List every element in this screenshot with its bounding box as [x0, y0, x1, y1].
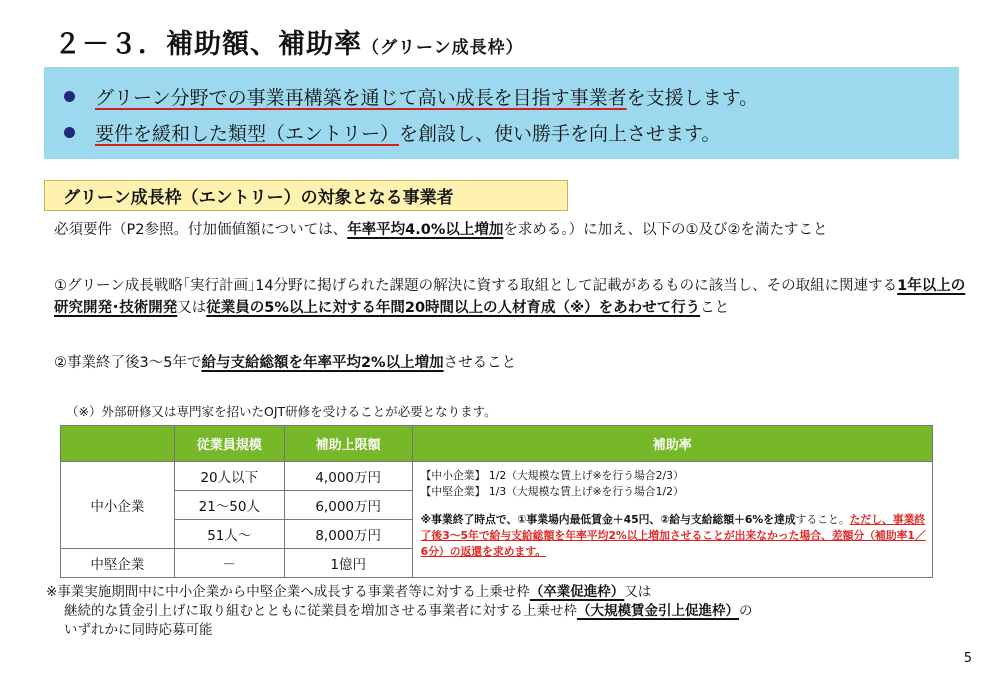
rate-condition-text: すること。	[795, 513, 850, 526]
summary-bullet	[64, 114, 959, 150]
footnote-text: の	[739, 603, 753, 619]
requirement-2-bold: 給与支給総額を年率平均2%以上増加	[201, 355, 444, 371]
requirement-intro-text: を求める。）に加え、以下の①及び②を満たすこと	[503, 222, 828, 238]
requirement-1-text: ①グリーン成長戦略｢実行計画｣14分野に掲げられた課題の解決に資する取組として記載があるものに該当し、その取組に関連する	[54, 278, 898, 294]
page-title-sub: （グリーン成長枠）	[362, 38, 524, 58]
footnote-bold: （大規模賃金引上促進枠）	[577, 603, 739, 619]
bullet-dot-icon	[64, 91, 75, 102]
requirement-2	[54, 352, 969, 374]
summary-bullet	[64, 78, 959, 114]
requirement-intro	[54, 219, 969, 241]
cap-cell: 1億円	[284, 549, 412, 578]
footnote-line	[46, 602, 753, 621]
size-cell: 51人～	[174, 520, 284, 549]
table-row	[61, 462, 933, 491]
table-header-cell: 従業員規模	[174, 426, 284, 462]
summary-bullet-text: を創設し、使い勝手を向上させます。	[399, 122, 721, 145]
rate-cell	[412, 462, 932, 578]
bullet-dot-icon	[64, 127, 75, 138]
footnote	[46, 583, 753, 640]
rate-condition-bold: ※事業終了時点で、①事業場内最低賃金＋45円、②給与支給総額＋6%を達成	[420, 513, 796, 526]
training-note: （※）外部研修又は専門家を招いたOJT研修を受けることが必要となります。	[66, 404, 497, 419]
page-title	[54, 22, 524, 61]
section-label: グリーン成長枠（エントリー）の対象となる事業者	[44, 180, 568, 211]
table-header-row	[61, 426, 933, 462]
summary-bullet-text: を支援します。	[626, 86, 759, 109]
footnote-bold: （卒業促進枠）	[529, 584, 625, 600]
footnote-text: 又は	[624, 584, 652, 600]
requirement-intro-text: 必須要件（P2参照。付加価値額については、	[54, 222, 348, 238]
requirement-1-text: 又は	[177, 300, 207, 316]
rate-condition-warning: ただし、事業終了後3～5年で給与支給総額を年率平均2%以上増加させることが出来なかった場合、差額分（補助率1／6分）の返還を求めます。	[420, 513, 926, 558]
page-title-main: ２－３．補助額、補助率	[54, 29, 362, 60]
requirement-2-text: させること	[443, 355, 517, 371]
footnote-text: 継続的な賃金引上げに取り組むとともに従業員を増加させる事業者に対する上乗せ枠	[64, 603, 577, 619]
summary-box	[44, 67, 959, 159]
cap-cell: 6,000万円	[284, 491, 412, 520]
rate-mid: 【中堅企業】 1/3（大規模な賃上げ※を行う場合1/2）	[420, 485, 684, 498]
sme-label-cell: 中小企業	[61, 462, 175, 549]
requirement-intro-bold: 年率平均4.0%以上増加	[347, 222, 504, 238]
footnote-text: ※事業実施期間中に中小企業から中堅企業へ成長する事業者等に対する上乗せ枠	[46, 584, 530, 600]
table-header-cell: 補助上限額	[284, 426, 412, 462]
cap-cell: 4,000万円	[284, 462, 412, 491]
subsidy-table	[60, 425, 933, 578]
requirement-1-text: こと	[700, 300, 730, 316]
requirement-1-bold: 1年以上の研究開発･技術開発	[54, 278, 966, 316]
rate-sme: 【中小企業】 1/2（大規模な賃上げ※を行う場合2/3）	[420, 469, 684, 482]
requirement-2-text: ②事業終了後3～5年で	[54, 355, 202, 371]
size-cell: －	[174, 549, 284, 578]
rate-condition	[421, 512, 926, 560]
summary-bullet-underlined: 要件を緩和した類型（エントリー）	[95, 122, 400, 145]
summary-bullet-underlined: グリーン分野での事業再構築を通じて高い成長を目指す事業者	[95, 86, 627, 109]
requirement-1-bold: 従業員の5%以上に対する年間20時間以上の人材育成（※）をあわせて行う	[206, 300, 701, 316]
mid-label-cell: 中堅企業	[61, 549, 175, 578]
cap-cell: 8,000万円	[284, 520, 412, 549]
size-cell: 21～50人	[174, 491, 284, 520]
table-header-cell: 補助率	[412, 426, 932, 462]
footnote-line	[46, 583, 753, 602]
requirement-1	[54, 275, 969, 319]
footnote-line: いずれかに同時応募可能	[64, 622, 213, 638]
table-header-cell	[61, 426, 175, 462]
page-number: 5	[963, 651, 972, 666]
size-cell: 20人以下	[174, 462, 284, 491]
